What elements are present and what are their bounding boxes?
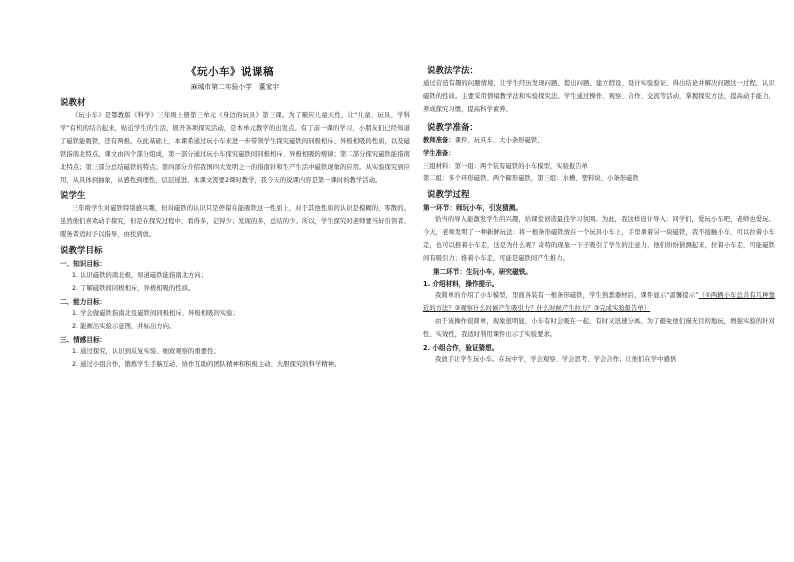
left-column (60, 96, 410, 372)
heading-methods: 说教法学法： (427, 66, 479, 76)
prep-materials-1: 三组材料：第一组：两个装有磁铁的小车模型，实验报告单 (423, 162, 589, 170)
page-title: 《玩小车》说课稿 (186, 66, 274, 78)
goal3-title: 三、情感目标： (60, 335, 107, 344)
heading-goals: 说教学目标 (60, 246, 103, 257)
goal3-item-2: 2. 通过小组合作，锻炼学生手脑互动、协作互助的团队精神和积极主动、大胆探究的科学精神。 (72, 360, 341, 368)
right-column (423, 64, 775, 367)
prep-teacher-label: 教师准备： (423, 136, 455, 144)
paragraph-methods: 通过营造有趣的问题情境，让学生经历发现问题、提出问题、建立假设、设计实验验证、得出结论并解决问题这一过程，认识磁铁的性质。主要采用情境教学法和实验探究法。学生通过操作、观察、合作、交流等活动，掌握探究方法，提高动手能力，养成探究习惯，提高科学素养。 (423, 80, 775, 113)
prep-teacher-text: 课件、玩具车、大小条形磁铁、 (454, 136, 544, 144)
paragraph-step2-c: 我放手让学生玩小车。在玩中学，学会观察、学会思考、学会合作；让他们在学中感悟 (435, 355, 677, 363)
goal1-item-1: 1. 认识磁铁的南北极，知道磁铁能指南北方向； (72, 272, 208, 280)
step2-title: 第二环节：生玩小车，研究磁铁。 (433, 267, 532, 276)
goal3-item-1: 1. 通过探究，认识到反复实验、细致观察的重要性； (72, 347, 220, 355)
goal2-item-2: 2. 能画出实验示意图，并标出方向。 (72, 322, 176, 330)
goal1-title: 一、知识目标： (60, 260, 107, 269)
step2-sub2: 2. 小组合作，验证猜想。 (423, 343, 499, 352)
paragraph-step2-tips: （①两辆小车总共有几种靠近的方法？②观察什么时候产生吸引力？什么时候产生拉力？③完成实验报告单） (423, 291, 776, 312)
goal2-title: 二、能力目标： (60, 297, 107, 306)
goal1-item-2: 2. 了解磁铁间同极相斥，异极相吸的性质。 (72, 285, 195, 293)
heading-process: 说教学过程 (427, 190, 470, 201)
step1-title: 第一环节：师玩小车，引发猜测。 (423, 204, 522, 213)
paragraph-students: 三年级学生对磁铁特别感兴趣，但对磁铁的认识只是停留在能吸铁这一性质上，对于其他性质的认识是模糊的、零散的。虽然他们喜欢动手探究，但是在探究过程中，看得多，记得少；发现的多，总结的少。所以，学生探究时老师要当好引领者、服务者适时予以指导，由扶到放。 (60, 205, 410, 239)
author-line: 麻城市第二实验小学 董家宇 (190, 83, 280, 91)
heading-students: 说学生 (60, 191, 86, 202)
heading-prep: 说教学准备： (427, 122, 479, 133)
paragraph-step2-a: 我简单的介绍了小车模型，里面各装有一根条形磁铁，学生熟悉器材后，课件显示“温馨提示” (435, 291, 699, 299)
step2-sub1: 1. 介绍材料，操作提示。 (423, 279, 499, 288)
paragraph-step1: 恰当的导入能激发学生的兴趣，给课堂创造最佳学习氛围。为此，我这样设计导入：同学们，爱玩小车吧，老师也爱玩。今天，老师发明了一种新鲜玩法：将一根条形磁铁放在一个玩具小车上，手里拿着另一块磁铁，我不接触小车，可以拉着小车走，也可以推着小车走，这是为什么呢？奇特的现象一下子吸引了学生的注意力，他们纷纷猜测起来，拉着小车走，可能磁铁间有吸引力；推着小车走，可能是磁铁间产生推力。 (423, 216, 775, 263)
prep-student-label: 学生准备： (423, 149, 455, 157)
goal2-item-1: 1. 学会做磁铁指南北及磁铁间同极相斥、异极相吸的实验； (72, 309, 239, 317)
paragraph-textbook: 《玩小车》是鄂教版《科学》三年级上册第三单元《身边的玩具》第三课。为了顺应儿童天性，让“儿童、玩具、学科学”有机的结合起来，贴近学生的生活，展开各项探究活动，是本单元教学的出发点。有了前一课的学习，小朋友们已经知道了磁铁能吸铁，还有两极。在此基础上，本课希通过玩小车来进一步带领学生探究磁铁间同极相斥、异极相吸的性质，以及磁铁指南北特点。课文由四个部分组成，第一部分通过玩小车探究磁铁间同极相斥、异极相吸的规律；第二部分探究磁铁能指南北特点；第三部分总结磁铁的特点；第四部分介绍我国四大发明之一的指南针和生产生活中磁铁现象的应用。从实验探究到应用，从具体到抽象，从感性到理性，层层递进。本课文需要2课时教学，我今天的说课内容是第一课时的教学活动。 (60, 112, 410, 184)
prep-materials-2: 第二组：多个环形磁铁、两个蹄形磁铁，第三组：水槽、塑料块、小条形磁铁 (423, 175, 639, 183)
heading-textbook: 说教材 (60, 98, 86, 108)
paragraph-step2-b: 由于该操作很简单，现象很明显，小车有时会吸在一起，有时又迅速分离。为了避免他们漫无目的地玩，增强实验的针对性、实效性，我适时利用课件出示了实验要求。 (423, 317, 775, 338)
